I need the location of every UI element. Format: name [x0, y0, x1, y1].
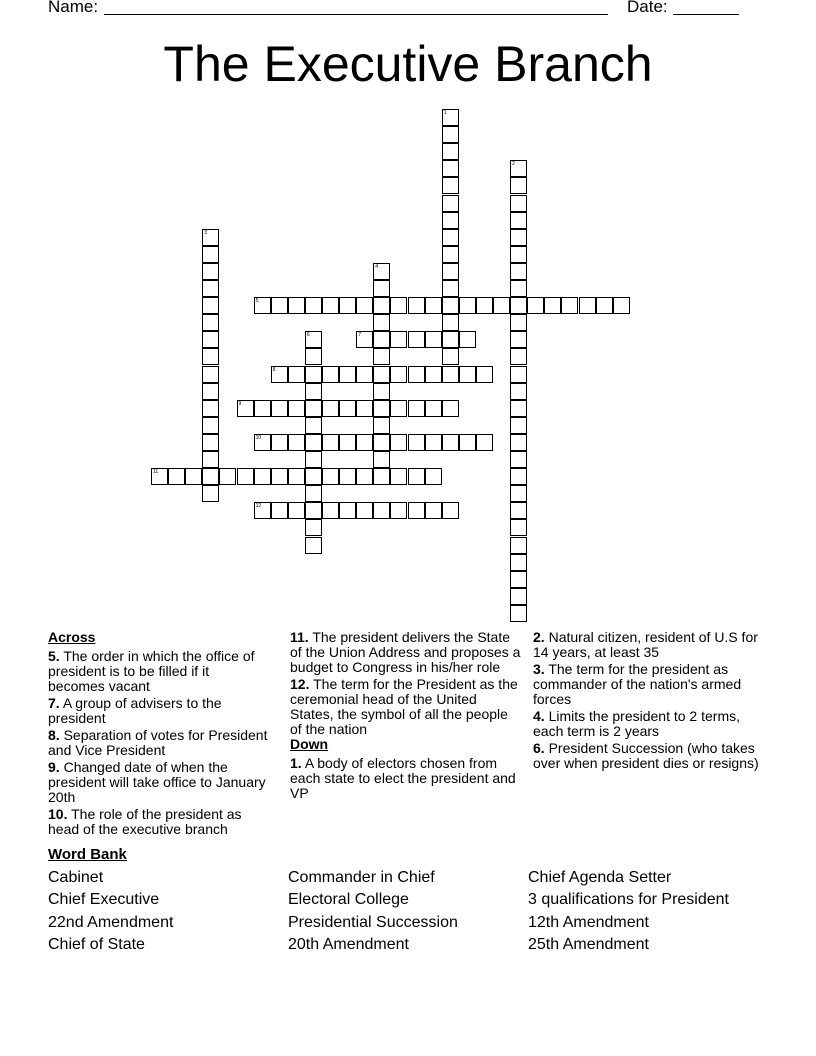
crossword-cell[interactable] — [237, 468, 254, 485]
crossword-cell[interactable] — [425, 400, 442, 417]
crossword-cell[interactable] — [579, 297, 596, 314]
crossword-cell[interactable] — [442, 400, 459, 417]
crossword-cell[interactable] — [510, 400, 527, 417]
crossword-cell[interactable] — [305, 400, 322, 417]
crossword-cell[interactable] — [425, 297, 442, 314]
clue-number: 7 — [358, 332, 361, 339]
crossword-cell[interactable] — [356, 468, 373, 485]
crossword-cell[interactable] — [305, 485, 322, 502]
crossword-cell[interactable] — [425, 366, 442, 383]
crossword-cell[interactable] — [510, 246, 527, 263]
clue-down-4: 4. Limits the president to 2 terms, each term is 2 years — [533, 708, 740, 739]
crossword-cell[interactable] — [442, 280, 459, 297]
date-label: Date: — [627, 0, 668, 16]
crossword-cell[interactable] — [202, 417, 219, 434]
crossword-cell[interactable] — [254, 297, 271, 314]
word-bank-item: Chief of State — [48, 936, 145, 953]
crossword-cell[interactable] — [271, 297, 288, 314]
clues-column-2 — [290, 630, 522, 803]
crossword-cell[interactable] — [373, 400, 390, 417]
crossword-cell[interactable] — [476, 297, 493, 314]
crossword-cell[interactable] — [254, 468, 271, 485]
crossword-cell[interactable] — [339, 502, 356, 519]
crossword-cell[interactable] — [373, 451, 390, 468]
crossword-cell[interactable] — [271, 366, 288, 383]
crossword-cell[interactable] — [373, 263, 390, 280]
crossword-cell[interactable] — [425, 434, 442, 451]
crossword-cell[interactable] — [339, 366, 356, 383]
crossword-cell[interactable] — [322, 468, 339, 485]
clue-number: 5 — [255, 298, 259, 305]
crossword-cell[interactable] — [459, 297, 476, 314]
clue-down-3: 3. The term for the president as commander of the nation's armed forces — [533, 661, 742, 707]
crossword-cell[interactable] — [510, 229, 527, 246]
crossword-cell[interactable] — [510, 297, 527, 314]
word-bank-heading: Word Bank — [48, 846, 127, 863]
crossword-cell[interactable] — [288, 297, 305, 314]
crossword-cell[interactable] — [322, 400, 339, 417]
crossword-cell[interactable] — [305, 519, 322, 536]
crossword-cell[interactable] — [390, 366, 407, 383]
crossword-cell[interactable] — [408, 297, 425, 314]
crossword-cell[interactable] — [202, 314, 219, 331]
crossword-cell[interactable] — [322, 434, 339, 451]
crossword-cell[interactable] — [390, 400, 407, 417]
clue-across-12: 12. The term for the President as the ceremonial head of the United States, the symbol of all the people of the nation — [290, 676, 518, 737]
crossword-cell[interactable] — [425, 331, 442, 348]
crossword-cell[interactable] — [408, 331, 425, 348]
crossword-cell[interactable] — [442, 109, 459, 126]
crossword-cell[interactable] — [202, 485, 219, 502]
clue-across-10: 10. The role of the president as head of the executive branch — [48, 806, 242, 837]
crossword-cell[interactable] — [373, 297, 390, 314]
crossword-cell[interactable] — [356, 502, 373, 519]
crossword-cell[interactable] — [510, 348, 527, 365]
crossword-cell[interactable] — [442, 177, 459, 194]
crossword-cell[interactable] — [202, 366, 219, 383]
crossword-cell[interactable] — [271, 400, 288, 417]
crossword-cell[interactable] — [305, 366, 322, 383]
word-bank-item: 25th Amendment — [528, 936, 649, 953]
crossword-cell[interactable] — [442, 348, 459, 365]
crossword-cell[interactable] — [254, 502, 271, 519]
crossword-cell[interactable] — [510, 212, 527, 229]
crossword-cell[interactable] — [373, 434, 390, 451]
crossword-cell[interactable] — [339, 400, 356, 417]
clue-down-1: 1. A body of electors chosen from each state to elect the president and VP — [290, 755, 516, 801]
crossword-cell[interactable] — [510, 554, 527, 571]
page-title: The Executive Branch — [163, 36, 653, 92]
crossword-cell[interactable] — [373, 280, 390, 297]
crossword-cell[interactable] — [356, 400, 373, 417]
crossword-cell[interactable] — [442, 331, 459, 348]
crossword-cell[interactable] — [202, 280, 219, 297]
crossword-cell[interactable] — [168, 468, 185, 485]
crossword-cell[interactable] — [442, 297, 459, 314]
crossword-cell[interactable] — [390, 468, 407, 485]
crossword-cell[interactable] — [442, 314, 459, 331]
crossword-cell[interactable] — [202, 451, 219, 468]
crossword-cell[interactable] — [373, 502, 390, 519]
crossword-cell[interactable] — [305, 297, 322, 314]
crossword-cell[interactable] — [339, 297, 356, 314]
crossword-cell[interactable] — [390, 434, 407, 451]
down-heading: Down — [290, 736, 329, 752]
name-label: Name: — [48, 0, 99, 16]
crossword-cell[interactable] — [373, 331, 390, 348]
crossword-cell[interactable] — [442, 434, 459, 451]
crossword-cell[interactable] — [305, 331, 322, 348]
crossword-cell[interactable] — [339, 434, 356, 451]
crossword-cell[interactable] — [151, 468, 168, 485]
across-heading: Across — [48, 629, 96, 645]
crossword-cell[interactable] — [510, 331, 527, 348]
crossword-cell[interactable] — [356, 331, 373, 348]
clue-down-6: 6. President Succession (who takes over when president dies or resigns) — [533, 740, 759, 771]
clue-across-7: 7. A group of advisers to the president — [48, 695, 222, 726]
crossword-cell[interactable] — [510, 434, 527, 451]
crossword-cell[interactable] — [254, 434, 271, 451]
crossword-cell[interactable] — [459, 331, 476, 348]
crossword-cell[interactable] — [202, 468, 219, 485]
crossword-cell[interactable] — [202, 434, 219, 451]
crossword-cell[interactable] — [510, 366, 527, 383]
clue-number: 6 — [306, 332, 310, 339]
crossword-cell[interactable] — [408, 468, 425, 485]
crossword-cell[interactable] — [356, 297, 373, 314]
crossword-cell[interactable] — [510, 485, 527, 502]
clue-number: 10 — [255, 434, 262, 441]
crossword-cell[interactable] — [185, 468, 202, 485]
clue-number: 11 — [153, 469, 159, 476]
crossword-cell[interactable] — [305, 383, 322, 400]
word-bank-item: Presidential Succession — [288, 914, 458, 931]
crossword-cell[interactable] — [237, 400, 254, 417]
crossword-cell[interactable] — [442, 195, 459, 212]
clue-number: 2 — [512, 161, 515, 168]
crossword-cell[interactable] — [510, 280, 527, 297]
clue-number: 12 — [255, 503, 262, 510]
crossword-cell[interactable] — [510, 417, 527, 434]
clue-down-2: 2. Natural citizen, resident of U.S for 14 years, at least 35 — [533, 629, 758, 660]
crossword-cell[interactable] — [373, 417, 390, 434]
crossword-cell[interactable] — [561, 297, 578, 314]
crossword-cell[interactable] — [322, 297, 339, 314]
crossword-cell[interactable] — [510, 451, 527, 468]
crossword-cell[interactable] — [544, 297, 561, 314]
word-bank-item: 3 qualifications for President — [528, 891, 729, 908]
crossword-cell[interactable] — [510, 605, 527, 622]
crossword-cell[interactable] — [596, 297, 613, 314]
crossword-cell[interactable] — [510, 160, 527, 177]
clues-column-1 — [48, 630, 268, 839]
crossword-cell[interactable] — [373, 383, 390, 400]
crossword-cell[interactable] — [408, 434, 425, 451]
crossword-cell[interactable] — [408, 502, 425, 519]
clue-number: 3 — [204, 229, 208, 236]
clue-across-11: 11. The president delivers the State of the Union Address and proposes a budget to Congress in his/her role — [290, 629, 521, 675]
crossword-cell[interactable] — [373, 366, 390, 383]
crossword-cell[interactable] — [322, 366, 339, 383]
crossword-cell[interactable] — [288, 434, 305, 451]
crossword-cell[interactable] — [305, 434, 322, 451]
crossword-cell[interactable] — [425, 468, 442, 485]
crossword-cell[interactable] — [442, 212, 459, 229]
crossword-cell[interactable] — [476, 434, 493, 451]
crossword-cell[interactable] — [442, 246, 459, 263]
crossword-cell[interactable] — [202, 263, 219, 280]
crossword-cell[interactable] — [510, 519, 527, 536]
crossword-cell[interactable] — [202, 297, 219, 314]
crossword-cell[interactable] — [288, 400, 305, 417]
crossword-cell[interactable] — [390, 331, 407, 348]
crossword-cell[interactable] — [510, 588, 527, 605]
crossword-cell[interactable] — [356, 366, 373, 383]
crossword-cell[interactable] — [459, 434, 476, 451]
crossword-cell[interactable] — [271, 434, 288, 451]
crossword-cell[interactable] — [339, 468, 356, 485]
word-bank-item: 22nd Amendment — [48, 914, 174, 931]
crossword-cell[interactable] — [442, 229, 459, 246]
crossword-cell[interactable] — [271, 502, 288, 519]
word-bank-item: Commander in Chief — [288, 869, 435, 886]
crossword-cell[interactable] — [288, 468, 305, 485]
crossword-cell[interactable] — [373, 468, 390, 485]
crossword-cell[interactable] — [202, 331, 219, 348]
crossword-cell[interactable] — [322, 502, 339, 519]
word-bank-item: Chief Agenda Setter — [528, 869, 672, 886]
crossword-cell[interactable] — [442, 160, 459, 177]
crossword-cell[interactable] — [373, 314, 390, 331]
crossword-cell[interactable] — [476, 366, 493, 383]
crossword-cell[interactable] — [305, 417, 322, 434]
crossword-cell[interactable] — [613, 297, 630, 314]
crossword-cell[interactable] — [202, 229, 219, 246]
crossword-cell[interactable] — [442, 126, 459, 143]
crossword-cell[interactable] — [219, 468, 236, 485]
crossword-cell[interactable] — [510, 314, 527, 331]
crossword-cell[interactable] — [442, 502, 459, 519]
crossword-cell[interactable] — [510, 383, 527, 400]
crossword-cell[interactable] — [442, 263, 459, 280]
crossword-cell[interactable] — [510, 468, 527, 485]
crossword-cell[interactable] — [202, 246, 219, 263]
crossword-cell[interactable] — [510, 195, 527, 212]
crossword-cell[interactable] — [202, 348, 219, 365]
crossword-cell[interactable] — [373, 348, 390, 365]
crossword-cell[interactable] — [510, 263, 527, 280]
crossword-cell[interactable] — [493, 297, 510, 314]
word-bank-item: Electoral College — [288, 891, 409, 908]
crossword-cell[interactable] — [390, 502, 407, 519]
word-bank-item: 12th Amendment — [528, 914, 649, 931]
clue-across-9: 9. Changed date of when the president will take office to January 20th — [48, 759, 266, 805]
clue-across-8: 8. Separation of votes for President and Vice President — [48, 727, 268, 758]
crossword-cell[interactable] — [390, 297, 407, 314]
crossword-cell[interactable] — [459, 366, 476, 383]
crossword-cell[interactable] — [305, 502, 322, 519]
crossword-cell[interactable] — [510, 571, 527, 588]
crossword-cell[interactable] — [305, 537, 322, 554]
crossword-cell[interactable] — [202, 383, 219, 400]
crossword-cell[interactable] — [254, 400, 271, 417]
crossword-cell[interactable] — [510, 502, 527, 519]
clues-column-3 — [533, 630, 765, 773]
crossword-cell[interactable] — [425, 502, 442, 519]
crossword-cell[interactable] — [305, 451, 322, 468]
crossword-cell[interactable] — [408, 400, 425, 417]
crossword-cell[interactable] — [202, 400, 219, 417]
crossword-cell[interactable] — [288, 502, 305, 519]
crossword-cell[interactable] — [288, 366, 305, 383]
crossword-cell[interactable] — [408, 366, 425, 383]
crossword-cell[interactable] — [527, 297, 544, 314]
crossword-cell[interactable] — [442, 143, 459, 160]
crossword-cell[interactable] — [442, 366, 459, 383]
crossword-cell[interactable] — [510, 177, 527, 194]
clue-across-5: 5. The order in which the office of president is to be filled if it becomes vacant — [48, 648, 255, 694]
word-bank-item: 20th Amendment — [288, 936, 409, 953]
clue-number: 4 — [375, 263, 379, 270]
crossword-cell[interactable] — [356, 434, 373, 451]
clue-number: 8 — [272, 366, 276, 373]
word-bank-item: Chief Executive — [48, 891, 160, 908]
crossword-cell[interactable] — [305, 348, 322, 365]
crossword-cell[interactable] — [271, 468, 288, 485]
crossword-cell[interactable] — [305, 468, 322, 485]
clue-number: 1 — [443, 110, 447, 116]
word-bank-item: Cabinet — [48, 869, 104, 886]
clue-number: 9 — [238, 400, 242, 407]
crossword-cell[interactable] — [510, 537, 527, 554]
